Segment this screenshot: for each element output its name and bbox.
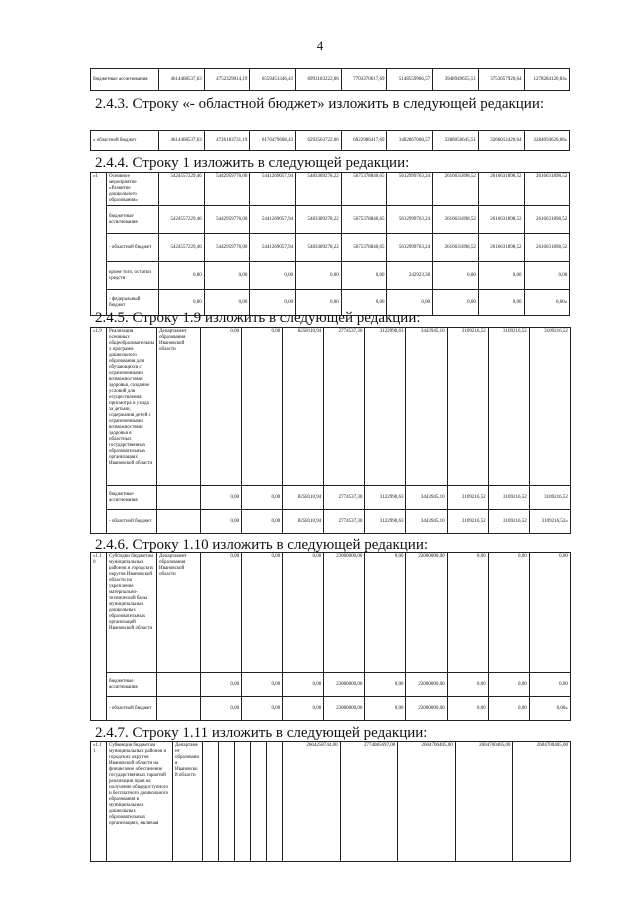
row-label: бюджетные ассигнования (107, 486, 157, 510)
cell: 3122990,63 (365, 510, 406, 534)
cell: 5483389278,22 (296, 173, 342, 206)
table-row (91, 553, 571, 673)
cell: 2604700405,00 (513, 742, 571, 862)
row-executor: Департамент образования Ивановской области (157, 553, 201, 673)
cell: 5442959776,00 (204, 234, 250, 262)
table-row (91, 234, 570, 262)
cell: 2616631898,52 (433, 173, 479, 206)
cell: 0,00 (478, 262, 524, 290)
cell: 0,00 (433, 290, 479, 316)
row-number: «1 (91, 173, 107, 316)
cell: 3109216,52 (488, 328, 529, 486)
cell: 5483389278,22 (296, 234, 342, 262)
cell: 7703370617,69 (341, 69, 387, 91)
cell: 0,00 (283, 553, 324, 673)
row-label: - федеральный бюджет (107, 290, 159, 316)
table-2-4-3 (90, 130, 570, 151)
table-row (91, 697, 571, 721)
cell: 0,00 (201, 697, 242, 721)
cell: 0,00 (447, 673, 488, 697)
cell (235, 742, 251, 862)
heading-2-4-3: 2.4.3. Строку «- областной бюджет» изложить в следующей редакции: (95, 96, 545, 112)
cell: 2774537,30 (324, 486, 365, 510)
cell: 2774537,30 (324, 328, 365, 486)
row-number: «1.9 (91, 328, 107, 534)
row-name: Реализация основных общеобразовательных программ дошкольного образования для обучающихся с ограниченными возможностями здоровья, создание условий для осуществления присмотра и ухода за детьми, содержания детей с ограниченными возможностями здоровья в областных государственных образовательных организациях Ивановской области (107, 328, 157, 486)
cell: 0,00 (529, 553, 570, 673)
cell: 0,00 (201, 486, 242, 510)
cell: 0,00 (201, 510, 242, 534)
cell: 2616631898,52 (524, 234, 570, 262)
row-name: Основное мероприятие «Развитие дошкольного образования» (107, 173, 159, 206)
cell: 23000000,00 (324, 553, 365, 673)
heading-2-4-7: 2.4.7. Строку 1.11 изложить в следующей редакции: (95, 725, 428, 741)
table-row (91, 486, 571, 510)
cell: 0,00 (201, 673, 242, 697)
cell: 0,00 (433, 262, 479, 290)
cell: 2616631898,52 (433, 206, 479, 234)
cell: 6993183222,06 (296, 69, 342, 91)
cell: 0,00 (529, 673, 570, 697)
cell: 3443945,10 (406, 328, 447, 486)
cell: 22000000,00 (406, 553, 447, 673)
row-executor: Департамент образования Ивановской области (173, 742, 203, 862)
cell: 2774085697,00 (340, 742, 398, 862)
cell: 0,00 (250, 262, 296, 290)
cell: 5612999763,24 (387, 206, 433, 234)
row-number: «1.10 (91, 553, 107, 721)
cell: 23000000,00 (324, 673, 365, 697)
cell: 5612999763,24 (387, 173, 433, 206)
cell: 0,00 (242, 510, 283, 534)
cell: 0,00 (283, 673, 324, 697)
cell: 23000000,00 (324, 697, 365, 721)
cell: 3482867068,57 (387, 131, 433, 151)
cell: 0,00 (242, 486, 283, 510)
cell: 3109216,52» (529, 510, 570, 534)
row-label: - областной бюджет (107, 510, 157, 534)
cell: 6559451346,43 (250, 69, 296, 91)
cell: 2604700405,00 (455, 742, 513, 862)
cell: 2604258744,00 (283, 742, 341, 862)
cell: 3109216,52 (529, 486, 570, 510)
cell: 2616631898,52 (524, 206, 570, 234)
heading-2-4-5: 2.4.5. Строку 1.9 изложить в следующей редакции: (95, 310, 421, 326)
cell: 5442959776,00 (204, 206, 250, 234)
cell: 3109216,52 (529, 328, 570, 486)
cell: 2616631898,52 (478, 173, 524, 206)
cell: 22000000,00 (406, 697, 447, 721)
cell: 5675378840,65 (341, 173, 387, 206)
cell: 0,00 (365, 673, 406, 697)
cell: 3266012420,64 (478, 131, 524, 151)
table-row (91, 69, 570, 91)
cell: 6022986417,69 (341, 131, 387, 151)
cell: 0,00 (365, 553, 406, 673)
cell: 3109216,52 (447, 486, 488, 510)
cell: 0,00 (201, 328, 242, 486)
cell: 5675378840,65 (341, 234, 387, 262)
row-label: бюджетные ассигнования (107, 206, 159, 234)
cell: 2616631898,52 (478, 206, 524, 234)
cell: 3109216,52 (447, 328, 488, 486)
table-row (91, 206, 570, 234)
cell: 5424557229,46 (159, 234, 205, 262)
row-label: бюджетные ассигнования (91, 69, 159, 91)
cell: 0,00 (478, 290, 524, 316)
row-name: Субвенция бюджетам муниципальных районов и городских округов Ивановской области на финансовое обеспечение государственных гарантий реализации прав на получение общедоступного и бесплатного дошкольного образования в муниципальных дошкольных образовательных организациях, включая (107, 742, 173, 862)
cell: 5148559966,57 (387, 69, 433, 91)
empty-cell (157, 486, 201, 510)
empty-cell (157, 697, 201, 721)
table-row (91, 262, 570, 290)
table-row (91, 510, 571, 534)
cell: 0,00 (488, 553, 529, 673)
table-row (91, 673, 571, 697)
cell: 0,00 (201, 553, 242, 673)
cell: 5441269057,94 (250, 173, 296, 206)
cell: 0,00 (524, 262, 570, 290)
table-row (91, 742, 571, 862)
cell: 5441269057,94 (250, 206, 296, 234)
cell: 242923,30 (387, 262, 433, 290)
cell: 4614468537,63 (159, 131, 205, 151)
cell: 0,00 (365, 697, 406, 721)
cell: 0,00 (242, 697, 283, 721)
cell: 22000000,00 (406, 673, 447, 697)
cell: 0,00 (159, 262, 205, 290)
row-label: - областной бюджет (107, 234, 159, 262)
cell: 0,00 (341, 262, 387, 290)
cell: 5612999763,24 (387, 234, 433, 262)
cell: 0,00 (488, 697, 529, 721)
cell: 0,00 (387, 290, 433, 316)
row-number: «1.11 (91, 742, 107, 862)
table-2-4-7 (90, 741, 571, 862)
cell: 3753657920,64 (478, 69, 524, 91)
table-2-4-6 (90, 552, 571, 721)
cell: 8258110,94 (283, 486, 324, 510)
cell: 0,00 (204, 290, 250, 316)
empty-cell (157, 510, 201, 534)
cell: 0,00» (529, 697, 570, 721)
table-row (91, 173, 570, 206)
page-number: 4 (316, 38, 324, 53)
cell (251, 742, 267, 862)
row-name: Субсидии бюджетам муниципальных районов и городских округов Ивановской области на укрепление материально-технической базы муниципальных дошкольных образовательных организаций Ивановской области (107, 553, 157, 673)
row-label: бюджетные ассигнования (107, 673, 157, 697)
cell: 3288056645,51 (433, 131, 479, 151)
row-executor: Департамент образования Ивановской области (157, 328, 201, 486)
cell: 0,00 (159, 290, 205, 316)
cell (203, 742, 219, 862)
cell: 8258110,94 (283, 510, 324, 534)
cell: 2604700405,00 (398, 742, 456, 862)
cell: 3122990,63 (365, 486, 406, 510)
cell (267, 742, 283, 862)
cell: 0,00 (488, 673, 529, 697)
cell: 5424557229,46 (159, 206, 205, 234)
cell: 2616631898,52 (433, 234, 479, 262)
cell: 0,00 (242, 553, 283, 673)
cell: 3284050626,08» (524, 131, 570, 151)
cell (219, 742, 235, 862)
cell: 0,00 (204, 262, 250, 290)
cell: 0,00 (296, 262, 342, 290)
cell: 4614468537,63 (159, 69, 205, 91)
cell: 5441269057,94 (250, 234, 296, 262)
cell: 3443945,10 (406, 510, 447, 534)
table-2-4-5 (90, 327, 571, 534)
cell: 0,00 (242, 673, 283, 697)
cell: 2774537,30 (324, 510, 365, 534)
cell: 0,00 (250, 290, 296, 316)
cell: 0,00 (283, 697, 324, 721)
cell: 2616631898,52 (524, 173, 570, 206)
cell: 6176479608,43 (250, 131, 296, 151)
cell: 5483389278,22 (296, 206, 342, 234)
row-label: кроме того, остатки средств (107, 262, 159, 290)
cell: 2616631898,52 (478, 234, 524, 262)
cell: 5675378840,65 (341, 206, 387, 234)
cell: 0,00 (242, 328, 283, 486)
top-row-table (90, 68, 570, 91)
row-label: « областной бюджет (91, 131, 159, 151)
empty-cell (157, 673, 201, 697)
cell: 3109216,52 (488, 510, 529, 534)
table-row (91, 328, 571, 486)
cell: 3109216,52 (447, 510, 488, 534)
cell: 0,00» (524, 290, 570, 316)
heading-2-4-6: 2.4.6. Строку 1.10 изложить в следующей редакции: (95, 537, 429, 553)
cell: 4726183731,19 (204, 131, 250, 151)
cell: 3443945,10 (406, 486, 447, 510)
table-row (91, 131, 570, 151)
cell: 0,00 (447, 697, 488, 721)
cell: 3948949655,51 (433, 69, 479, 91)
cell: 0,00 (341, 290, 387, 316)
cell: 3109216,52 (488, 486, 529, 510)
cell: 4752329014,19 (204, 69, 250, 91)
cell: 3122990,63 (365, 328, 406, 486)
cell: 5442959776,00 (204, 173, 250, 206)
cell: 5424557229,46 (159, 173, 205, 206)
heading-2-4-4: 2.4.4. Строку 1 изложить в следующей редакции: (95, 155, 410, 171)
cell: 1278284120,84» (524, 69, 570, 91)
table-2-4-4 (90, 172, 570, 316)
cell: 6293563722,06 (296, 131, 342, 151)
cell: 8258110,94 (283, 328, 324, 486)
row-label: - областной бюджет (107, 697, 157, 721)
cell: 0,00 (447, 553, 488, 673)
cell: 0,00 (296, 290, 342, 316)
